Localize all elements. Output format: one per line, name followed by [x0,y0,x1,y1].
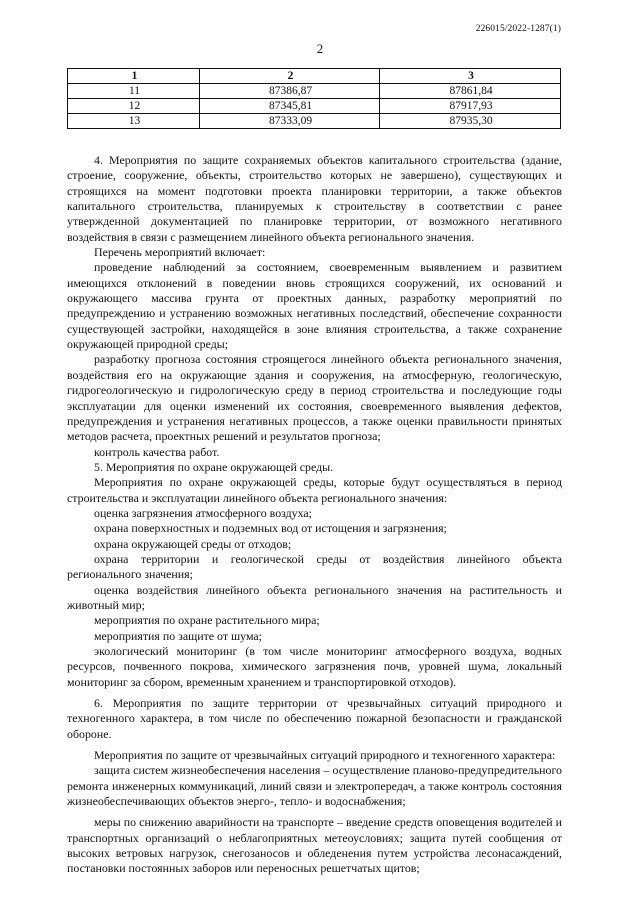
section-heading: 6. Мероприятия по защите территории от чрезвычайных ситуаций природного и техногенного характера, в том числе по обеспечению пожарной безопасности и гражданской обороне. [67,696,562,741]
paragraph: проведение наблюдений за состоянием, своевременным выявлением и развитием имеющихся отклонений в поведении вновь строящихся сооружений, их оснований и окружающего массива грунта от проектных данных, разработку мероприятий по предупреждению и устранению возможных негативных последствий, обеспечение сохранности существующей застройки, находящейся в зоне влияния строительства, а также сохранение окружающей природной среды; [67,260,562,352]
paragraph: меры по снижению аварийности на транспорте – введение средств оповещения водителей и транспортных организаций о неблагоприятных метеоусловиях; защита путей сообщения от высоких ветровых нагрузок, снегозаносов и обледенения путем устройства лесонасаждений, постановки постоянных заборов или переносных решетчатых щитов; [67,815,562,876]
table-cell: 12 [68,99,200,114]
paragraph: Перечень мероприятий включает: [94,245,266,260]
table-header-cell: 1 [68,69,200,84]
paragraph: мероприятия по защите от шума; [94,628,262,643]
paragraph: экологический мониторинг (в том числе мониторинг атмосферного воздуха, водных ресурсов, почвенного покрова, химического загрязнения почв, уровней шума, локальный мониторинг за сбором, временным хранением и транспортировкой отходов). [67,644,562,689]
table-cell: 13 [68,114,200,129]
table-header-cell: 3 [380,69,561,84]
paragraph: охрана территории и геологической среды от воздействия линейного объекта регионального значения; [67,551,562,582]
paragraph: оценка воздействия линейного объекта регионального значения на растительность и животный мир; [67,582,562,612]
paragraph: Мероприятия по охране окружающей среды, которые будут осуществляться в период строительства и эксплуатации линейного объекта регионального значения: [67,475,562,505]
table-cell: 87386,87 [200,84,380,99]
section-heading: 5. Мероприятия по охране окружающей среды. [94,459,334,474]
paragraph: охрана поверхностных и подземных вод от истощения и загрязнения; [94,521,447,536]
table-cell: 87861,84 [380,84,561,99]
table-header-row [68,69,561,84]
table-header-cell: 2 [200,69,380,84]
table-row [68,114,561,129]
table-cell: 87345,81 [200,99,380,114]
paragraph: контроль качества работ. [94,444,220,459]
paragraph: защита систем жизнеобеспечения населения – осуществление планово-предупредительного ремонта инженерных коммуникаций, линий связи и электропередач, а также контроль состояния жизнеобеспечивающих объектов энерго-, тепло- и водоснабжения; [67,763,562,809]
page-number: 2 [316,41,324,56]
paragraph: Мероприятия по защите от чрезвычайных ситуаций природного и техногенного характера: [94,748,556,763]
paragraph: оценка загрязнения атмосферного воздуха; [94,505,312,520]
table-cell: 87935,30 [380,114,561,129]
paragraph: 4. Мероприятия по защите сохраняемых объектов капитального строительства (здание, строение, сооружение, объекты, строительство которых не завершено), существующих и строящихся на момент подготовки проекта планировки территории, а также объектов капитального строительства, планируемых к строительству в соответствии с ранее утвержденной документацией по планировке территории, от возможного негативного воздействия в связи с размещением линейного объекта регионального значения. [67,153,562,244]
table-cell: 87333,09 [200,114,380,129]
table-cell: 11 [68,84,200,99]
document-body [67,153,562,877]
paragraph: мероприятия по охране растительного мира; [94,613,320,628]
table-row [68,99,561,114]
coordinates-table [67,68,561,129]
table-row [68,84,561,99]
paragraph: разработку прогноза состояния строящегося линейного объекта регионального значения, воздействия его на окружающие здания и сооружения, на атмосферную, геологическую, гидрогеологическую и гидрологическую среду в период строительства и последующие годы эксплуатации для оценки изменений их состояния, своевременного выявления дефектов, предупреждения и устранения негативных процессов, а также оценки правильности принятых методов расчета, проектных решений и результатов прогноза; [67,352,562,444]
document-id: 226015/2022-1287(1) [475,24,561,34]
paragraph: охрана окружающей среды от отходов; [94,536,292,551]
table-cell: 87917,93 [380,99,561,114]
